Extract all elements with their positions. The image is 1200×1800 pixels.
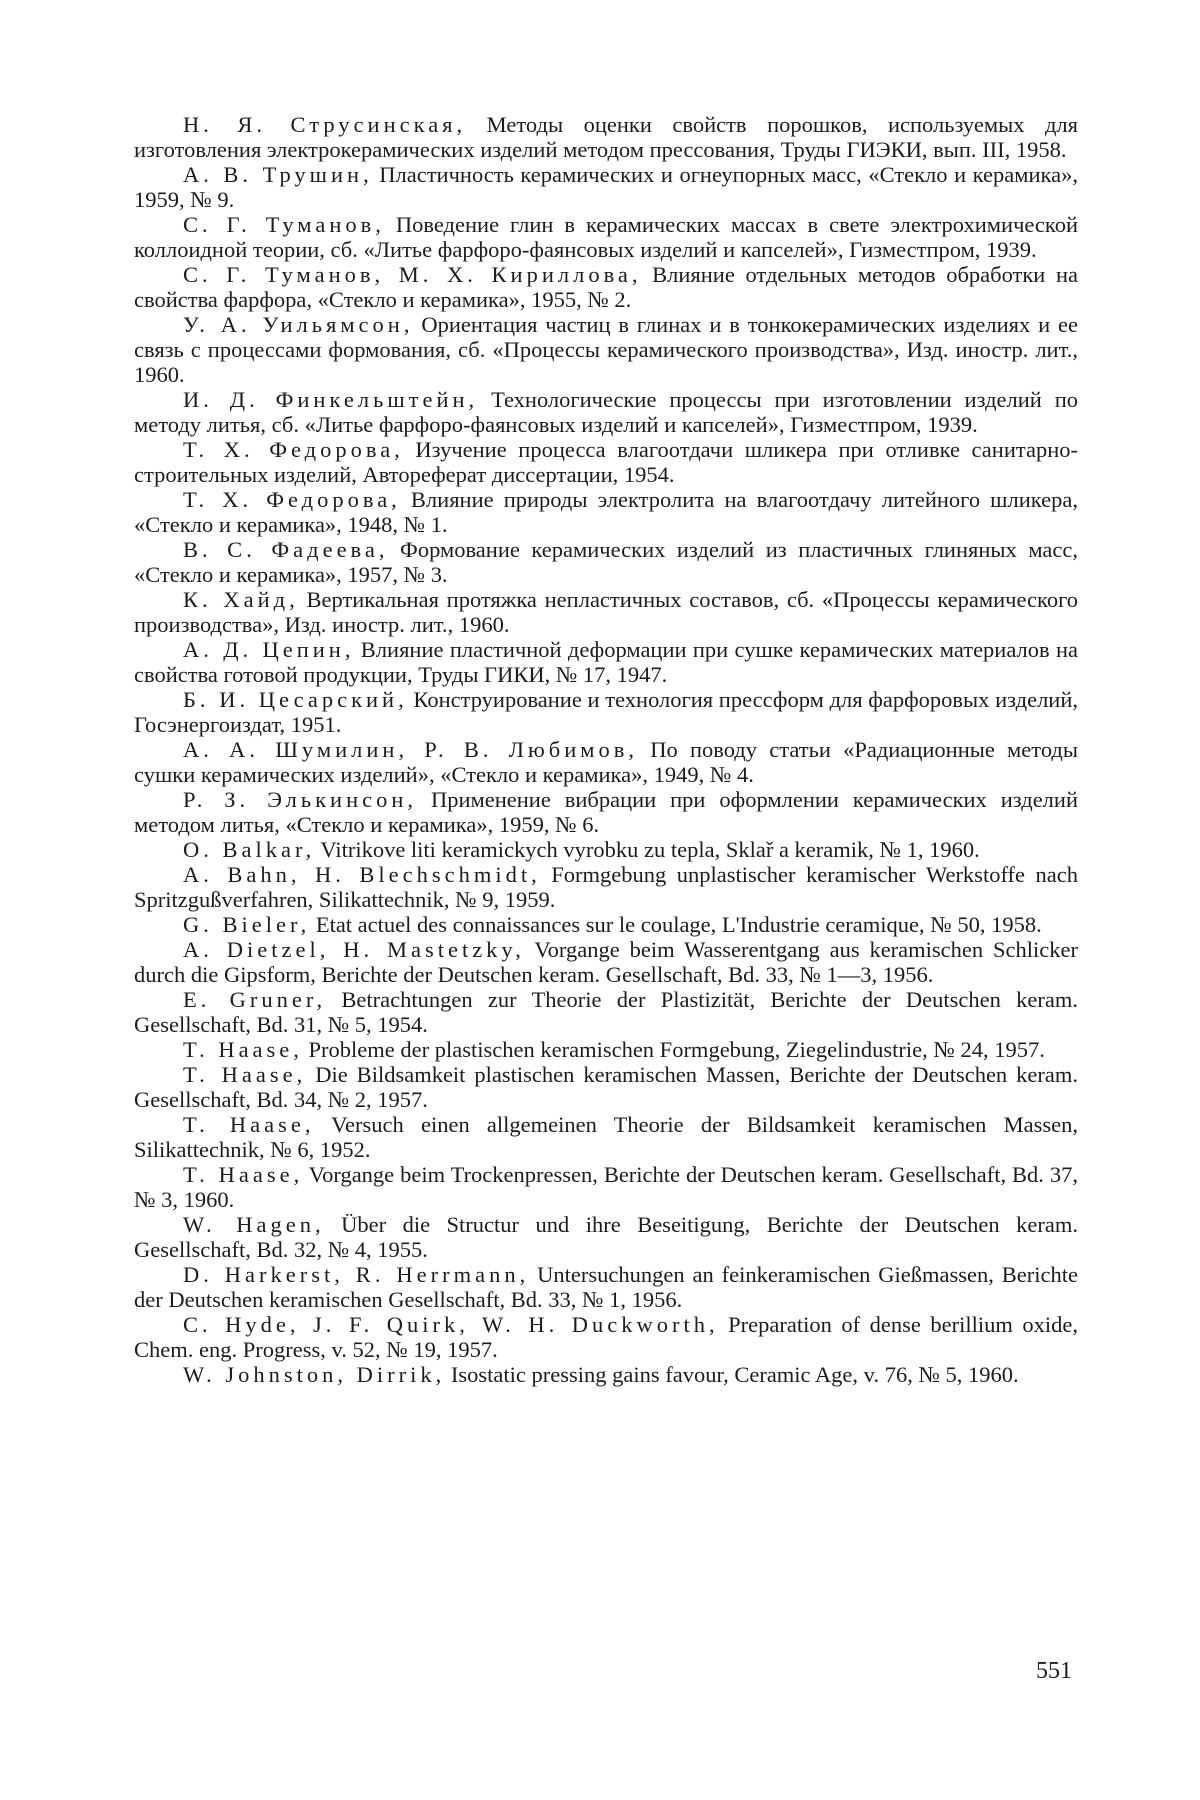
reference-entry xyxy=(134,1037,1078,1062)
reference-entry xyxy=(134,1312,1078,1362)
reference-entry xyxy=(134,1062,1078,1112)
reference-entry xyxy=(134,912,1078,937)
reference-text: Ориентация частиц в глинах и в тонкокерамических изделиях и ее связь с процессами формования, сб. «Процессы керамического производства», Изд. иностр. лит., 1960. xyxy=(134,312,1078,387)
page-number: 551 xyxy=(1036,1658,1072,1684)
reference-entry xyxy=(134,587,1078,637)
reference-author: C. Hyde, J. F. Quirk, W. H. Duckworth, xyxy=(183,1312,719,1337)
reference-text: Пластичность керамических и огнеупорных масс, «Стекло и керамика», 1959, № 9. xyxy=(134,162,1078,212)
reference-entry xyxy=(134,987,1078,1037)
reference-author: В. С. Фадеева, xyxy=(183,537,389,562)
reference-text: Влияние пластичной деформации при сушке керамических материалов на свойства готовой продукции, Труды ГИКИ, № 17, 1947. xyxy=(134,637,1078,687)
reference-text: Versuch einen allgemeinen Theorie der Bildsamkeit keramischen Massen, Silikattechnik, № 6, 1952. xyxy=(134,1112,1078,1162)
reference-text: Probleme der plastischen keramischen Formgebung, Ziegelindustrie, № 24, 1957. xyxy=(302,1037,1045,1062)
reference-author: A. Bahn, H. Blechschmidt, xyxy=(183,862,541,887)
reference-text: Isostatic pressing gains favour, Ceramic Age, v. 76, № 5, 1960. xyxy=(445,1362,1019,1387)
reference-author: Т. Х. Федорова, xyxy=(183,437,404,462)
reference-text: Etat actuel des connaissances sur le coulage, L'Industrie ceramique, № 50, 1958. xyxy=(310,912,1042,937)
reference-entry xyxy=(134,162,1078,212)
reference-entry xyxy=(134,262,1078,312)
reference-entry xyxy=(134,212,1078,262)
reference-text: Preparation of dense berillium oxide, Chem. eng. Progress, v. 52, № 19, 1957. xyxy=(134,1312,1079,1362)
reference-text: Конструирование и технология прессформ для фарфоровых изделий, Госэнергоиздат, 1951. xyxy=(134,687,1079,737)
reference-text: Untersuchungen an feinkeramischen Gießmassen, Berichte der Deutschen keramischen Gesellschaft, Bd. 33, № 1, 1956. xyxy=(134,1262,1078,1312)
reference-author: G. Bieler, xyxy=(183,912,311,937)
reference-text: Технологические процессы при изготовлении изделий по методу литья, сб. «Литье фарфоро-фаянсовых изделий и капселей», Гизместпром, 1939. xyxy=(134,387,1078,437)
reference-entry xyxy=(134,937,1078,987)
reference-entry xyxy=(134,1112,1078,1162)
reference-entry xyxy=(134,112,1078,162)
reference-author: А. Д. Цепин, xyxy=(183,637,355,662)
reference-text: Влияние отдельных методов обработки на свойства фарфора, «Стекло и керамика», 1955, № 2. xyxy=(134,262,1078,312)
reference-entry xyxy=(134,487,1078,537)
reference-entry xyxy=(134,862,1078,912)
reference-list xyxy=(134,112,1078,1387)
reference-text: Формование керамических изделий из пластичных глиняных масс, «Стекло и керамика», 1957, № 3. xyxy=(134,537,1078,587)
reference-entry xyxy=(134,1212,1078,1262)
reference-text: Vorgange beim Trockenpressen, Berichte der Deutschen keram. Gesellschaft, Bd. 37, № 3, 1960. xyxy=(134,1162,1078,1212)
reference-author: Р. З. Элькинсон, xyxy=(183,787,418,812)
reference-text: Методы оценки свойств порошков, используемых для изготовления электрокерамических изделий методом прессования, Труды ГИЭКИ, вып. III, 1958. xyxy=(134,112,1078,162)
reference-text: По поводу статьи «Радиационные методы сушки керамических изделий», «Стекло и керамика», 1949, № 4. xyxy=(134,737,1078,787)
reference-text: Vorgange beim Wasserentgang aus keramischen Schlicker durch die Gipsform, Berichte der Deutschen keram. Gesellschaft, Bd. 33, № 1—3, 1956. xyxy=(134,937,1078,987)
reference-entry xyxy=(134,737,1078,787)
reference-author: T. Haase, xyxy=(183,1162,304,1187)
reference-author: T. Haase, xyxy=(183,1062,307,1087)
reference-author: W. Johnston, Dirrik, xyxy=(183,1362,446,1387)
reference-text: Влияние природы электролита на влагоотдачу литейного шликера, «Стекло и керамика», 1948, № 1. xyxy=(134,487,1078,537)
reference-text: Über die Structur und ihre Beseitigung, Berichte der Deutschen keram. Gesellschaft, Bd. 32, № 4, 1955. xyxy=(134,1212,1078,1262)
reference-author: К. Хайд, xyxy=(183,587,299,612)
reference-text: Vitrikove liti keramickych vyrobku zu tepla, Sklař a keramik, № 1, 1960. xyxy=(315,837,980,862)
reference-text: Изучение процесса влагоотдачи шликера при отливке санитарно-строительных изделий, Автореферат диссертации, 1954. xyxy=(134,437,1078,487)
reference-author: С. Г. Туманов, xyxy=(183,212,385,237)
reference-author: Н. Я. Струсинская, xyxy=(183,112,467,137)
reference-author: O. Balkar, xyxy=(183,837,316,862)
reference-author: W. Hagen, xyxy=(183,1212,325,1237)
reference-author: D. Harkerst, R. Herrmann, xyxy=(183,1262,530,1287)
reference-entry xyxy=(134,837,1078,862)
reference-entry xyxy=(134,1262,1078,1312)
reference-entry xyxy=(134,312,1078,387)
reference-author: Т. Х. Федорова, xyxy=(183,487,401,512)
reference-author: И. Д. Финкельштейн, xyxy=(183,387,479,412)
reference-author: E. Gruner, xyxy=(183,987,327,1012)
reference-entry xyxy=(134,787,1078,837)
reference-text: Formgebung unplastischer keramischer Werkstoffe nach Spritzgußverfahren, Silikattechnik, № 9, 1959. xyxy=(134,862,1078,912)
reference-entry xyxy=(134,387,1078,437)
reference-text: Применение вибрации при оформлении керамических изделий методом литья, «Стекло и керамика», 1959, № 6. xyxy=(134,787,1078,837)
reference-entry xyxy=(134,687,1078,737)
reference-entry xyxy=(134,437,1078,487)
reference-author: У. А. Уильямсон, xyxy=(183,312,414,337)
reference-author: T. Haase, xyxy=(183,1037,303,1062)
reference-author: А. В. Трушин, xyxy=(183,162,373,187)
reference-author: Б. И. Цесарский, xyxy=(183,687,408,712)
reference-text: Die Bildsamkeit plastischen keramischen Massen, Berichte der Deutschen keram. Gesellschaft, Bd. 34, № 2, 1957. xyxy=(134,1062,1078,1112)
reference-entry xyxy=(134,537,1078,587)
reference-author: А. А. Шумилин, Р. В. Любимов, xyxy=(183,737,638,762)
reference-entry xyxy=(134,1362,1078,1387)
reference-entry xyxy=(134,637,1078,687)
reference-entry xyxy=(134,1162,1078,1212)
reference-text: Поведение глин в керамических массах в свете электрохимической коллоидной теории, сб. «Литье фарфоро-фаянсовых изделий и капселей», Гизместпром, 1939. xyxy=(134,212,1078,262)
reference-text: Betrachtungen zur Theorie der Plastizität, Berichte der Deutschen keram. Gesellschaft, Bd. 31, № 5, 1954. xyxy=(134,987,1078,1037)
reference-author: С. Г. Туманов, М. Х. Кириллова, xyxy=(183,262,642,287)
reference-author: T. Haase, xyxy=(183,1112,315,1137)
reference-author: A. Dietzel, H. Mastetzky, xyxy=(183,937,525,962)
reference-text: Вертикальная протяжка непластичных составов, сб. «Процессы керамического производства», Изд. иностр. лит., 1960. xyxy=(134,587,1078,637)
